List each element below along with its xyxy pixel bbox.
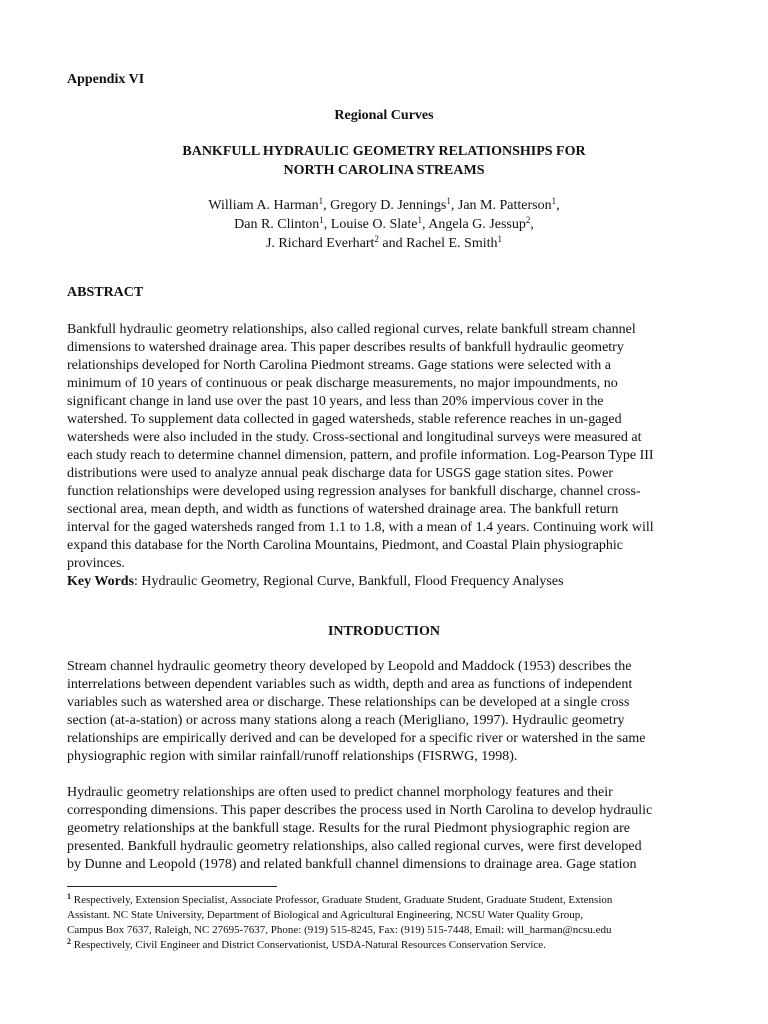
abstract-line: Bankfull hydraulic geometry relationships, also called regional curves, relate bankfull stream channel (67, 322, 636, 337)
abstract-line: sectional area, mean depth, and width as functions of watershed drainage area. The bankfull return (67, 502, 619, 517)
author-name: Angela G. Jessup (428, 217, 526, 232)
footnote-divider (67, 886, 277, 887)
intro-line: by Dunne and Leopold (1978) and related bankfull channel dimensions to drainage area. Gage station (67, 857, 637, 872)
author-name: J. Richard Everhart (265, 236, 375, 251)
footnote-text: Respectively, Extension Specialist, Associate Professor, Graduate Student, Graduate Student, Graduate Student, Extension (71, 894, 613, 906)
footnote-1-line: Campus Box 7637, Raleigh, NC 27695-7637, Phone: (919) 515-8245, Fax: (919) 515-7448, Email: will_harman@ncsu.edu (67, 924, 612, 936)
abstract-line: watersheds were also included in the study. Cross-sectional and longitudinal surveys were measured at (67, 430, 642, 445)
intro-line: Stream channel hydraulic geometry theory developed by Leopold and Maddock (1953) describes the (67, 659, 632, 674)
abstract-line: minimum of 10 years of continuous or peak discharge measurements, no major impoundments, no (67, 376, 618, 391)
footnote-marker: 2 (67, 937, 71, 946)
author-name: Louise O. Slate (330, 217, 418, 232)
affiliation-marker: 1 (497, 234, 503, 244)
affiliation-marker: 1 (551, 196, 557, 206)
footnote-marker: 1 (67, 892, 71, 901)
abstract-line: interval for the gaged watersheds ranged from 1.1 to 1.8, with a mean of 1.4 years. Continuing work will (67, 520, 654, 535)
affiliation-marker: 2 (374, 234, 379, 244)
footnote-text: Respectively, Civil Engineer and District Conservationist, USDA-Natural Resources Conservation Service. (71, 939, 546, 951)
introduction-heading: INTRODUCTION (327, 624, 440, 639)
intro-line: section (at-a-station) or across many stations along a reach (Merigliano, 1997). Hydraulic geometry (67, 713, 625, 728)
intro-line: Hydraulic geometry relationships are often used to predict channel morphology features and their (67, 785, 613, 800)
author-name: Gregory D. Jennings (330, 198, 447, 213)
intro-line: corresponding dimensions. This paper describes the process used in North Carolina to develop hydraulic (67, 803, 653, 818)
author-separator: , (323, 217, 331, 232)
footnote-1-line: Assistant. NC State University, Department of Biological and Agricultural Engineering, NCSU Water Quality Group, (67, 909, 584, 921)
author-name: Jan M. Patterson (457, 198, 552, 213)
keywords-label: Key Words (67, 574, 135, 589)
affiliation-marker: 1 (417, 215, 423, 225)
author-name: Rachel E. Smith (406, 236, 498, 251)
abstract-line: expand this database for the North Carolina Mountains, Piedmont, and Coastal Plain physiographic (67, 538, 624, 553)
keywords-text: : Hydraulic Geometry, Regional Curve, Bankfull, Flood Frequency Analyses (134, 574, 564, 589)
intro-line: presented. Bankfull hydraulic geometry relationships, also called regional curves, were first developed (67, 839, 642, 854)
affiliation-marker: 1 (318, 196, 324, 206)
author-separator: , (556, 198, 560, 213)
introduction-paragraph-1 (67, 658, 707, 766)
footnote-2-line (67, 938, 717, 953)
abstract-line: function relationships were developed using regression analyses for bankfull discharge, channel cross- (67, 484, 641, 499)
author-list (0, 196, 768, 253)
abstract-line: each study reach to determine channel dimension, pattern, and profile information. Log-Pearson Type III (67, 448, 654, 463)
affiliation-marker: 1 (319, 215, 324, 225)
author-name: Dan R. Clinton (234, 217, 320, 232)
abstract-line: dimensions to watershed drainage area. This paper describes results of bankfull hydraulic geometry (67, 340, 624, 355)
abstract-line: watershed. To supplement data collected in gaged watersheds, stable reference reaches in un-gaged (67, 412, 622, 427)
author-line-2 (0, 215, 768, 234)
paper-title (0, 142, 768, 180)
introduction-paragraph-2 (67, 784, 707, 874)
affiliation-marker: 2 (525, 215, 531, 225)
author-separator: , (422, 217, 429, 232)
keywords-line (67, 573, 707, 591)
abstract-line: significant change in land use over the past 10 years, and less than 20% impervious cover in the (67, 394, 604, 409)
appendix-label: Appendix VI (67, 72, 145, 87)
paper-title-line-1: BANKFULL HYDRAULIC GEOMETRY RELATIONSHIPS FOR (182, 144, 586, 159)
intro-line: variables such as watershed area or discharge. These relationships can be developed at a single cross (67, 695, 630, 710)
paper-title-line-2: NORTH CAROLINA STREAMS (283, 163, 485, 178)
intro-line: relationships are empirically derived and can be developed for a specific river or watershed in the same (67, 731, 646, 746)
author-line-3 (0, 234, 768, 253)
footnotes (67, 893, 717, 953)
abstract-line: provinces. (67, 556, 125, 571)
author-separator: , (323, 198, 331, 213)
abstract-heading: ABSTRACT (67, 285, 144, 300)
intro-line: physiographic region with similar rainfall/runoff relationships (FISRWG, 1998). (67, 749, 518, 764)
abstract-body (67, 321, 707, 591)
author-separator: , (450, 198, 458, 213)
section-title: Regional Curves (334, 108, 434, 123)
author-line-1 (0, 196, 768, 215)
author-separator: , (530, 217, 534, 232)
author-separator: and (378, 236, 407, 251)
abstract-line: relationships developed for North Carolina Piedmont streams. Gage stations were selected with a (67, 358, 611, 373)
abstract-line: distributions were used to analyze annual peak discharge data for USGS gage station sites. Power (67, 466, 613, 481)
intro-line: geometry relationships at the bankfull stage. Results for the rural Piedmont physiographic region are (67, 821, 630, 836)
affiliation-marker: 1 (446, 196, 451, 206)
footnote-1-line (67, 893, 717, 908)
intro-line: interrelations between dependent variables such as width, depth and area as functions of independent (67, 677, 633, 692)
author-name: William A. Harman (208, 198, 319, 213)
